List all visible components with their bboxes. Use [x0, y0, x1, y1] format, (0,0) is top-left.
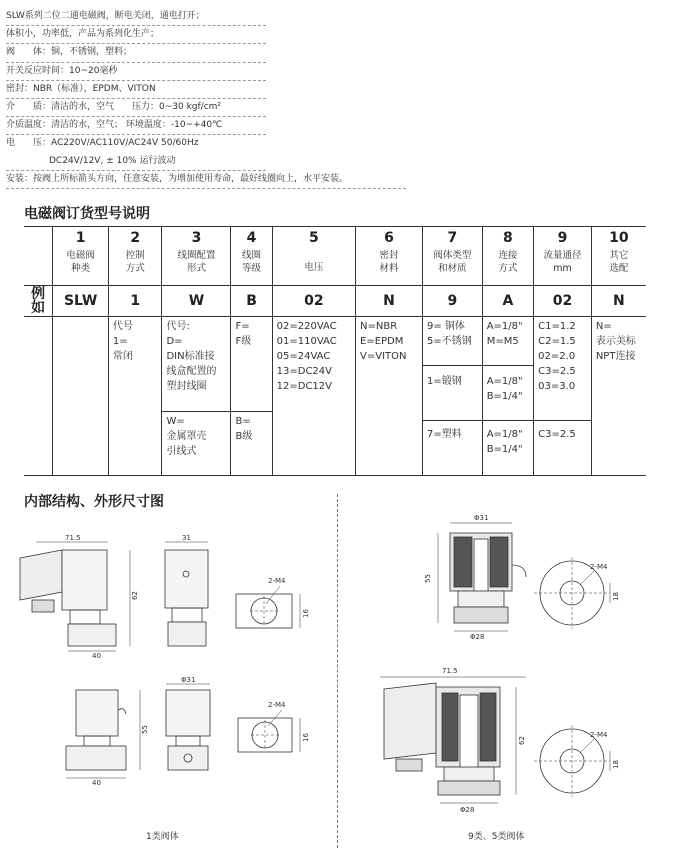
dim-label: 62	[131, 591, 139, 600]
dim-label: 71.5	[65, 534, 81, 542]
dim-label: 2-M4	[590, 731, 608, 739]
col-head: 其它 选配	[591, 248, 646, 286]
structure-title: 内部结构、外形尺寸图	[24, 494, 164, 510]
dim-label: Φ28	[460, 806, 475, 814]
example-value: SLW	[53, 286, 109, 317]
dim-label: 71.5	[442, 667, 458, 675]
caption-left: 1类阀体	[146, 832, 179, 842]
col-num: 6	[356, 227, 423, 249]
col-head: 线圈 等级	[231, 248, 272, 286]
option-cell: N=NBR E=EPDM V=VITON	[360, 321, 407, 362]
example-label: 例如	[24, 286, 53, 317]
spec-line: 安装：按阀上所标箭头方向，任意安装，为增加使用寿命，最好线圈向上，水平安装。	[6, 171, 406, 189]
w-valve-side-drawing	[66, 690, 140, 778]
spec-line: DC24V/12V, ± 10% 运行波动	[6, 153, 266, 171]
w-valve-section-drawing	[438, 523, 526, 631]
dim-label: 62	[518, 736, 526, 745]
spec-line: SLW系列二位二通电磁阀，断电关闭，通电打开；	[6, 8, 266, 26]
dim-label: 2-M4	[590, 563, 608, 571]
option-cell: N= 表示美标 NPT连接	[595, 321, 636, 362]
col-num: 9	[534, 227, 592, 249]
example-value: 1	[108, 286, 162, 317]
option-cell: A=1/8" B=1/4"	[486, 429, 523, 455]
din-valve-side-drawing	[20, 542, 130, 651]
dim-label: 2-M4	[268, 701, 286, 709]
col-head: 阀体类型 和材质	[422, 248, 482, 286]
col-num: 10	[591, 227, 646, 249]
w-valve-bottom-drawing	[238, 710, 300, 752]
dim-label: 31	[182, 534, 191, 542]
col-num: 2	[108, 227, 162, 249]
din-valve-bottom-drawing	[236, 586, 300, 628]
option-cell: 02=220VAC 01=110VAC 05=24VAC 13=DC24V 12=DC12V	[276, 321, 337, 392]
option-cell: A=1/8" M=M5	[486, 321, 523, 347]
option-cell: B= B级	[235, 416, 253, 442]
example-value: 02	[534, 286, 592, 317]
col-head: 电磁阀 种类	[53, 248, 109, 286]
order-title: 电磁阀订货型号说明	[24, 206, 150, 222]
col-head: 线圈配置 形式	[162, 248, 231, 286]
example-value: B	[231, 286, 272, 317]
spec-line: 介 质：清洁的水，空气 压力：0~30 kgf/cm²	[6, 99, 266, 117]
col-head: 密封 材料	[356, 248, 423, 286]
col-head: 电压	[272, 248, 355, 286]
dim-label: 40	[92, 779, 101, 787]
dim-label: 18	[612, 592, 620, 601]
din-valve-section-drawing	[380, 677, 526, 803]
dim-label: 55	[141, 725, 149, 734]
option-cell: 代号: D= DIN标准接 线盒配置的 塑封线圈	[166, 321, 217, 392]
dim-label: 16	[302, 609, 310, 618]
dim-label: Φ28	[470, 633, 485, 641]
col-num: 1	[53, 227, 109, 249]
spec-list	[6, 8, 349, 189]
col-num: 7	[422, 227, 482, 249]
spec-line: 阀 体：铜，不锈钢，塑料；	[6, 44, 266, 62]
option-cell: 7=塑料	[426, 429, 462, 440]
example-value: W	[162, 286, 231, 317]
divider	[337, 494, 338, 848]
example-value: 02	[272, 286, 355, 317]
dim-label: 16	[302, 733, 310, 742]
example-value: 9	[422, 286, 482, 317]
option-cell: A=1/8" B=1/4"	[486, 376, 523, 402]
dim-label: Φ31	[474, 514, 489, 522]
col-num: 4	[231, 227, 272, 249]
col-num: 8	[482, 227, 533, 249]
col-head: 流量通径 mm	[534, 248, 592, 286]
spec-line: 电 压：AC220V/AC110V/AC24V 50/60Hz	[6, 138, 199, 149]
w-valve-front-drawing	[166, 684, 210, 770]
dim-label: 55	[424, 574, 432, 583]
dim-label: 2-M4	[268, 577, 286, 585]
spec-line: 开关反应时间：10~20毫秒	[6, 63, 266, 81]
spec-line: 密封：NBR（标准），EPDM、VITON	[6, 81, 266, 99]
spec-line: 介质温度：清洁的水，空气； 环境温度：-10~+40℃	[6, 117, 266, 135]
option-cell: F= F级	[235, 321, 252, 347]
left-drawings	[0, 520, 336, 820]
col-head: 连接 方式	[482, 248, 533, 286]
col-num: 5	[272, 227, 355, 249]
option-cell: W= 金属罩壳 引线式	[166, 416, 207, 457]
spec-line: 体积小，功率低，产品为系列化生产；	[6, 26, 266, 44]
dim-label: 40	[92, 652, 101, 660]
right-drawings	[340, 505, 674, 825]
col-num: 3	[162, 227, 231, 249]
corner-cell	[24, 227, 53, 249]
option-cell: C1=1.2 C2=1.5 02=2.0 C3=2.5 03=3.0	[538, 321, 576, 392]
dim-label: 18	[612, 760, 620, 769]
option-cell: 1=锻钢	[426, 376, 462, 387]
din-valve-front-drawing	[165, 542, 208, 646]
col-head: 控制 方式	[108, 248, 162, 286]
example-value: N	[356, 286, 423, 317]
option-cell: 9= 铜体 5=不锈钢	[426, 321, 472, 347]
option-cell: C3=2.5	[538, 429, 576, 440]
example-value: A	[482, 286, 533, 317]
dim-label: Φ31	[181, 676, 196, 684]
example-value: N	[591, 286, 646, 317]
option-cell: 代号 1= 常闭	[112, 321, 133, 362]
order-table	[24, 226, 646, 476]
caption-right: 9类、5类阀体	[468, 832, 525, 842]
